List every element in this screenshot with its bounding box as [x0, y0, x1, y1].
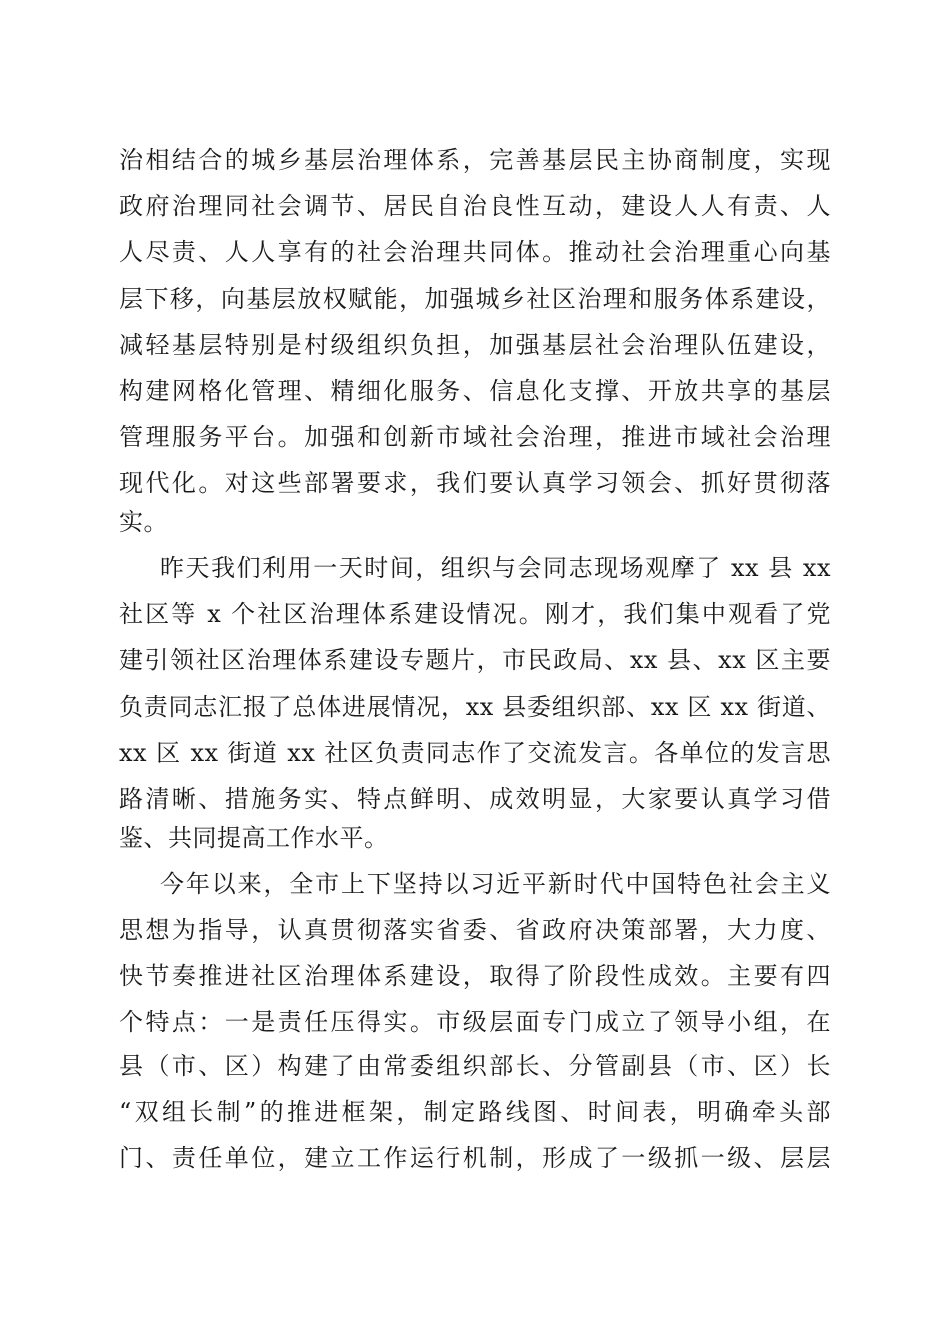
text-line: 实。 — [119, 508, 168, 536]
text-line: 管理服务平台。加强和创新市域社会治理，推进市域社会治理 — [119, 423, 831, 451]
text-line: 快节奏推进社区治理体系建设，取得了阶段性成效。主要有四 — [119, 962, 831, 990]
text-line: 门、责任单位，建立工作运行机制，形成了一级抓一级、层层 — [119, 1144, 831, 1172]
text-line: 建引领社区治理体系建设专题片，市民政局、xx 县、xx 区主要 — [119, 646, 831, 674]
text-line: 鉴、共同提高工作水平。 — [119, 824, 389, 852]
text-line: “双组长制”的推进框架，制定路线图、时间表，明确牵头部 — [119, 1098, 831, 1126]
text-line: 政府治理同社会调节、居民自治良性互动，建设人人有责、人 — [119, 192, 831, 220]
text-line: 人尽责、人人享有的社会治理共同体。推动社会治理重心向基 — [119, 238, 831, 266]
text-line: 个特点：一是责任压得实。市级层面专门成立了领导小组，在 — [119, 1008, 831, 1036]
text-line: 县（市、区）构建了由常委组织部长、分管副县（市、区）长 — [119, 1052, 831, 1080]
text-line: xx 区 xx 街道 xx 社区负责同志作了交流发言。各单位的发言思 — [119, 739, 831, 767]
text-line: 思想为指导，认真贯彻落实省委、省政府决策部署，大力度、 — [119, 916, 831, 944]
text-line: 减轻基层特别是村级组织负担，加强基层社会治理队伍建设， — [119, 331, 831, 359]
text-line: 现代化。对这些部署要求，我们要认真学习领会、抓好贯彻落 — [119, 469, 831, 497]
paragraph-start-line: 昨天我们利用一天时间，组织与会同志现场观摩了 xx 县 xx — [160, 554, 831, 582]
text-line: 负责同志汇报了总体进展情况，xx 县委组织部、xx 区 xx 街道、 — [119, 693, 831, 721]
text-line: 层下移，向基层放权赋能，加强城乡社区治理和服务体系建设， — [119, 285, 831, 313]
paragraph-start-line: 今年以来，全市上下坚持以习近平新时代中国特色社会主义 — [160, 870, 831, 898]
text-line: 构建网格化管理、精细化服务、信息化支撑、开放共享的基层 — [119, 377, 831, 405]
text-line: 路清晰、措施务实、特点鲜明、成效明显，大家要认真学习借 — [119, 785, 831, 813]
text-line: 社区等 x 个社区治理体系建设情况。刚才，我们集中观看了党 — [119, 600, 831, 628]
text-line: 治相结合的城乡基层治理体系，完善基层民主协商制度，实现 — [119, 146, 831, 174]
